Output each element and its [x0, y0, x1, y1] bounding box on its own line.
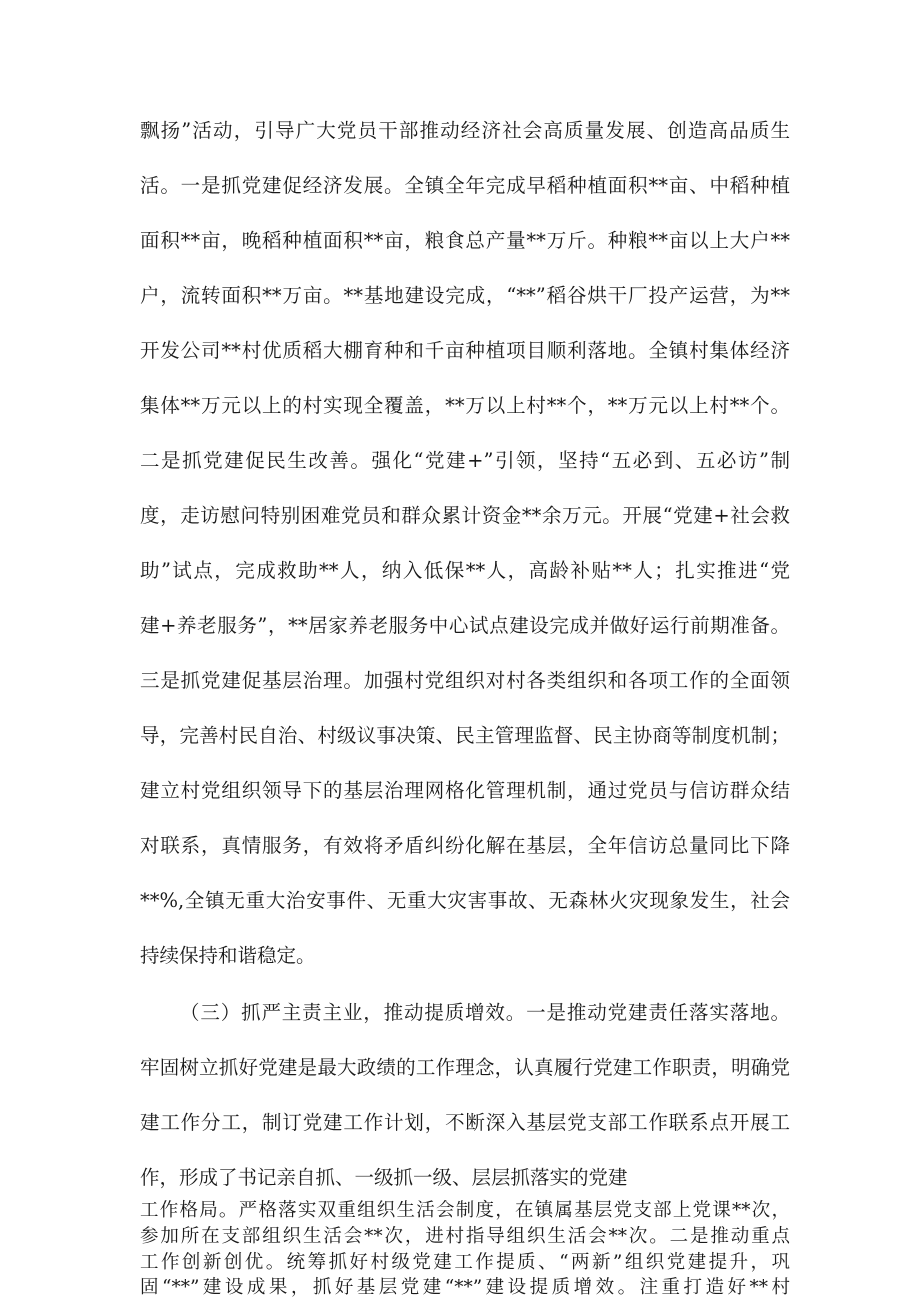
text-line: 二是抓党建促民生改善。强化“党建+”引领，坚持“五必到、五必访”制	[140, 449, 790, 472]
text-line: 建工作分工，制订党建工作计划，不断深入基层党支部工作联系点开展工	[140, 1111, 790, 1134]
text-line: 开发公司**村优质稻大棚育种和千亩种植项目顺利落地。全镇村集体经济	[140, 339, 790, 362]
text-line: **%,全镇无重大治安事件、无重大灾害事故、无森林火灾现象发生，社会	[140, 889, 790, 912]
text-line: 工作格局。严格落实双重组织生活会制度，在镇属基层党支部上党课**次，	[140, 1200, 790, 1221]
text-line: 作，形成了书记亲自抓、一级抓一级、层层抓落实的党建	[140, 1166, 628, 1189]
text-line: 活。一是抓党建促经济发展。全镇全年完成早稻种植面积**亩、中稻种植	[140, 174, 790, 197]
text-line: 对联系，真情服务，有效将矛盾纠纷化解在基层，全年信访总量同比下降	[140, 834, 790, 857]
text-line: 建立村党组织领导下的基层治理网格化管理机制，通过党员与信访群众结	[140, 779, 790, 802]
text-line: 固“**”建设成果，抓好基层党建“**”建设提质增效。注重打造好**村	[140, 1277, 790, 1298]
text-line: 助”试点，完成救助**人，纳入低保**人，高龄补贴**人；扎实推进“党	[140, 559, 790, 582]
text-line: 工作创新创优。统筹抓好村级党建工作提质、“两新”组织党建提升，巩	[140, 1252, 790, 1273]
text-line: 持续保持和谐稳定。	[140, 944, 316, 967]
section-heading-line: （三）抓严主责主业，推动提质增效。一是推动党建责任落实落地。	[180, 1001, 790, 1024]
text-line: 建+养老服务”，**居家养老服务中心试点建设完成并做好运行前期准备。	[140, 614, 790, 637]
text-line: 飘扬”活动，引导广大党员干部推动经济社会高质量发展、创造高品质生	[140, 119, 790, 142]
text-line: 三是抓党建促基层治理。加强村党组织对村各类组织和各项工作的全面领	[140, 669, 790, 692]
text-line: 户，流转面积**万亩。**基地建设完成，“**”稻谷烘干厂投产运营，为**	[140, 284, 790, 307]
text-line: 导，完善村民自治、村级议事决策、民主管理监督、民主协商等制度机制；	[140, 724, 790, 747]
text-line: 集体**万元以上的村实现全覆盖，**万以上村**个，**万元以上村**个。	[140, 394, 790, 417]
text-line: 度，走访慰问特别困难党员和群众累计资金**余万元。开展“党建+社会救	[140, 504, 790, 527]
text-line: 面积**亩，晚稻种植面积**亩，粮食总产量**万斤。种粮**亩以上大户**	[140, 229, 790, 252]
text-line: 参加所在支部组织生活会**次，进村指导组织生活会**次。二是推动重点	[140, 1226, 790, 1247]
text-line: 牢固树立抓好党建是最大政绩的工作理念，认真履行党建工作职责，明确党	[140, 1056, 790, 1079]
